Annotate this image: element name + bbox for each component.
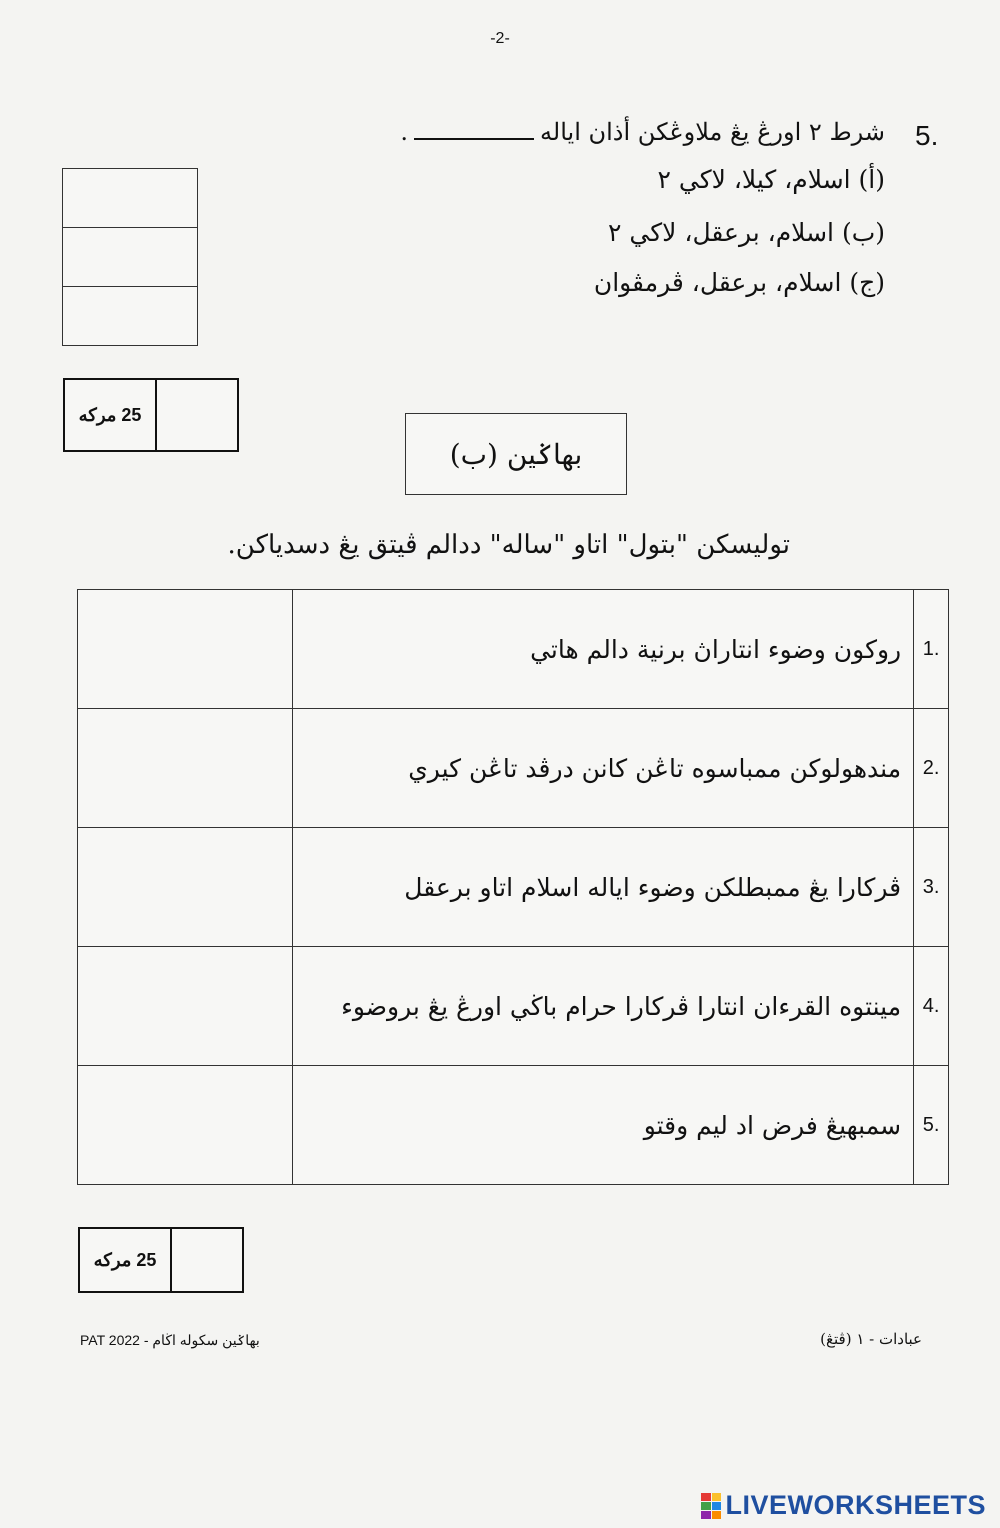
section-title: بهاݢين (ب) [449, 437, 583, 471]
statement-cell: روكون وضوء انتاراڽ برنية دالم هاتي [293, 590, 914, 709]
section-title-box [405, 413, 627, 495]
marks-box-bottom [78, 1227, 244, 1293]
instruction-text: توليسكن "بتول" اتاو "ساله" ددالم ڤيتق يڠ دسدياكن. [227, 530, 790, 560]
answer-box-stack[interactable] [62, 168, 198, 346]
answer-cell[interactable] [78, 947, 293, 1066]
statement-number: 1. [914, 590, 949, 709]
answer-blank[interactable] [414, 137, 534, 140]
answer-box[interactable] [63, 287, 197, 345]
option-b[interactable]: (ب) اسلام، برعقل، لاكي ٢ [608, 218, 885, 247]
statement-cell: سمبهيڠ فرض اد ليم وقتو [293, 1066, 914, 1185]
marks-box-top [63, 378, 239, 452]
option-c[interactable]: (ج) اسلام، برعقل، ڤرمڤوان [593, 268, 885, 297]
table-row [78, 590, 949, 709]
liveworksheets-logo-icon [701, 1493, 721, 1519]
option-a[interactable]: (أ) اسلام، كيلا، لاكي ٢ [657, 165, 885, 194]
page-number: -2- [490, 30, 510, 47]
marks-label: 25 مركه [80, 1229, 172, 1291]
marks-label: 25 مركه [65, 380, 157, 450]
answer-cell[interactable] [78, 590, 293, 709]
answer-cell[interactable] [78, 709, 293, 828]
question-5-number: 5. [915, 120, 939, 151]
statement-number: 2. [914, 709, 949, 828]
table-row [78, 709, 949, 828]
question-5-stem-end: . [400, 118, 409, 146]
watermark-text: LIVEWORKSHEETS [725, 1490, 986, 1520]
statement-number: 5. [914, 1066, 949, 1185]
question-5-stem [400, 118, 885, 146]
footer-right: عبادات - ١ (ڤتڠ) [820, 1330, 922, 1348]
footer-left: بهاݢين سكوله اڬام - PAT 2022 [80, 1332, 260, 1348]
statement-number: 3. [914, 828, 949, 947]
statement-cell: مندهولوكن ممباسوه تاڠن كانن درڤد تاڠن كيري [293, 709, 914, 828]
statement-cell: مينتوه القرءان انتارا ڤركارا حرام باڬي اورڠ يڠ بروضوء [293, 947, 914, 1066]
statement-number: 4. [914, 947, 949, 1066]
answer-box[interactable] [63, 169, 197, 228]
answer-box[interactable] [63, 228, 197, 287]
true-false-table [77, 589, 949, 1185]
answer-cell[interactable] [78, 828, 293, 947]
marks-score-cell[interactable] [157, 380, 237, 450]
liveworksheets-watermark [701, 1490, 986, 1521]
question-5-stem-text: شرط ٢ اورڠ يڠ ملاوڠكن أذان اياله [540, 118, 885, 146]
table-row [78, 947, 949, 1066]
answer-cell[interactable] [78, 1066, 293, 1185]
table-row [78, 1066, 949, 1185]
statement-cell: ڤركارا يڠ ممبطلكن وضوء اياله اسلام اتاو برعقل [293, 828, 914, 947]
marks-score-cell[interactable] [172, 1229, 242, 1291]
table-row [78, 828, 949, 947]
